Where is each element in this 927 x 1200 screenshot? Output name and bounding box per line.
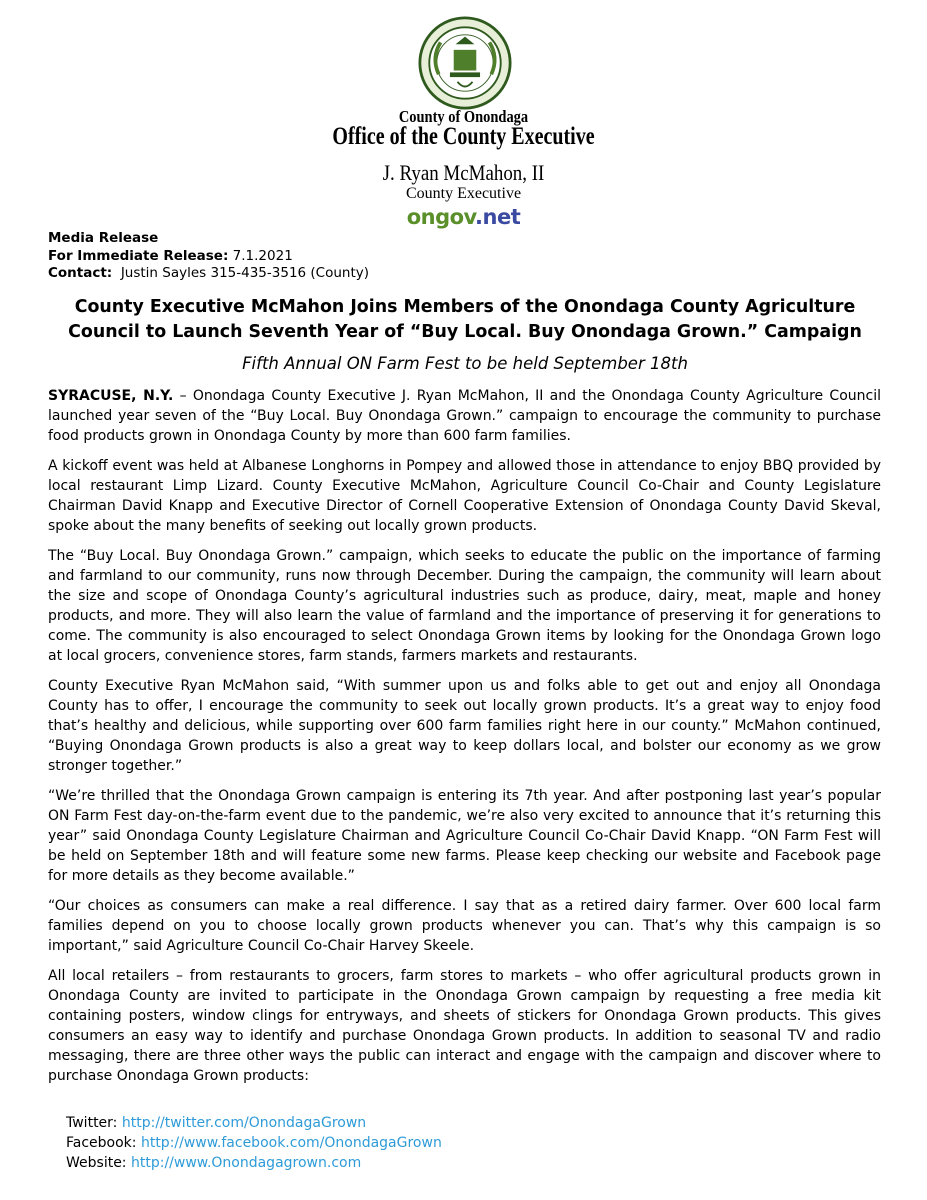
ongov-logo-part1: ongov [406,205,476,229]
release-type: Media Release [48,230,159,246]
paragraph-5: “We’re thrilled that the Onondaga Grown campaign is entering its 7th year. And after postponing last year’s popular ON Farm Fest day-on-the-farm event due to the pandemic, we’re also very excited to announce that it’s returning this year” said Onondaga County Legislature Chairman and Agriculture Council Co-Chair David Knapp. “ON Farm Fest will be held on September 18th and will feature some new farms. Please keep checking our website and Facebook page for more details as they become available.” [48,788,881,884]
article-body [48,386,881,1096]
executive-title: County Executive [405,185,522,202]
release-date-label: For Immediate Release: [48,247,229,264]
release-date: 7.1.2021 [232,247,293,264]
executive-name: J. Ryan McMahon, II [382,160,545,185]
paragraph-7: All local retailers – from restaurants to grocers, farm stores to markets – who offer agricultural products grown in Onondaga County are invited to participate in the Onondaga Grown campaign by requesting a free media kit containing posters, window clings for entryways, and sheets of stickers for Onondaga Grown products. This gives consumers an easy way to identify and purchase Onondaga Grown products. In addition to seasonal TV and radio messaging, there are three other ways the public can interact and engage with the campaign and discover where to purchase Onondaga Grown products: [48,968,881,1084]
twitter-link[interactable]: http://twitter.com/OnondagaGrown [121,1115,367,1131]
paragraph-6: “Our choices as consumers can make a real difference. I say that as a retired dairy farmer. Over 600 local farm families depend on you to choose locally grown products whenever you can. That’s why this campaign is so important,” said Agriculture Council Co-Chair Harvey Skeele. [48,898,881,954]
contact-info: Justin Sayles 315-435-3516 (County) [120,265,370,281]
headline [40,295,890,345]
contact-label: Contact: [48,265,113,281]
ongov-logo[interactable] [0,205,927,229]
headline-line-1: County Executive McMahon Joins Members of the Onondaga County Agriculture [74,297,856,317]
paragraph-2: A kickoff event was held at Albanese Longhorns in Pompey and allowed those in attendance to enjoy BBQ provided by local restaurant Limp Lizard. County Executive McMahon, Agriculture Council Co-Chair and County Legislature Chairman David Knapp and Executive Director of Cornell Cooperative Extension of Onondaga County David Skeval, spoke about the many benefits of seeking out locally grown products. [48,458,881,534]
facebook-link-row: Facebook: http://www.facebook.com/OnondagaGrown [66,1135,442,1151]
website-link-row: Website: http://www.Onondagagrown.com [66,1155,362,1171]
website-link[interactable]: http://www.Onondagagrown.com [130,1155,362,1171]
headline-line-2: Council to Launch Seventh Year of “Buy Local. Buy Onondaga Grown.” Campaign [68,322,862,342]
release-info [48,230,369,283]
paragraph-4: County Executive Ryan McMahon said, “With summer upon us and folks able to get out and enjoy all Onondaga County has to offer, I encourage the community to seek out locally grown products. It’s a great way to enjoy food that’s healthy and delicious, while supporting over 600 farm families right here in our county.” McMahon continued, “Buying Onondaga Grown products is also a great way to keep dollars local, and bolster our economy as we grow stronger together.” [48,678,881,774]
paragraph-1: SYRACUSE, N.Y. – Onondaga County Executive J. Ryan McMahon, II and the Onondaga County Agriculture Council launched year seven of the “Buy Local. Buy Onondaga Grown.” campaign to encourage the community to purchase food products grown in Onondaga County by more than 600 farm families. [48,388,881,444]
ongov-logo-part2: .net [475,205,521,229]
paragraph-3: The “Buy Local. Buy Onondaga Grown.” campaign, which seeks to educate the public on the importance of farming and farmland to our community, runs now through December. During the campaign, the community will learn about the size and scope of Onondaga County’s agricultural industries such as produce, dairy, meat, maple and honey products, and more. They will also learn the value of farmland and the importance of preserving it for generations to come. The community is also encouraged to select Onondaga Grown items by looking for the Onondaga Grown logo at local grocers, convenience stores, farm stands, farmers markets and restaurants. [48,548,881,664]
county-name: County of Onondaga [398,107,529,126]
office-title: Office of the County Executive [332,123,595,150]
county-seal-logo [418,16,512,110]
social-links [66,1113,442,1173]
twitter-link-row: Twitter: http://twitter.com/OnondagaGrown [66,1115,367,1131]
subheadline: Fifth Annual ON Farm Fest to be held September 18th [242,354,688,373]
facebook-link[interactable]: http://www.facebook.com/OnondagaGrown [140,1135,442,1151]
dateline: SYRACUSE, N.Y. [48,388,174,404]
